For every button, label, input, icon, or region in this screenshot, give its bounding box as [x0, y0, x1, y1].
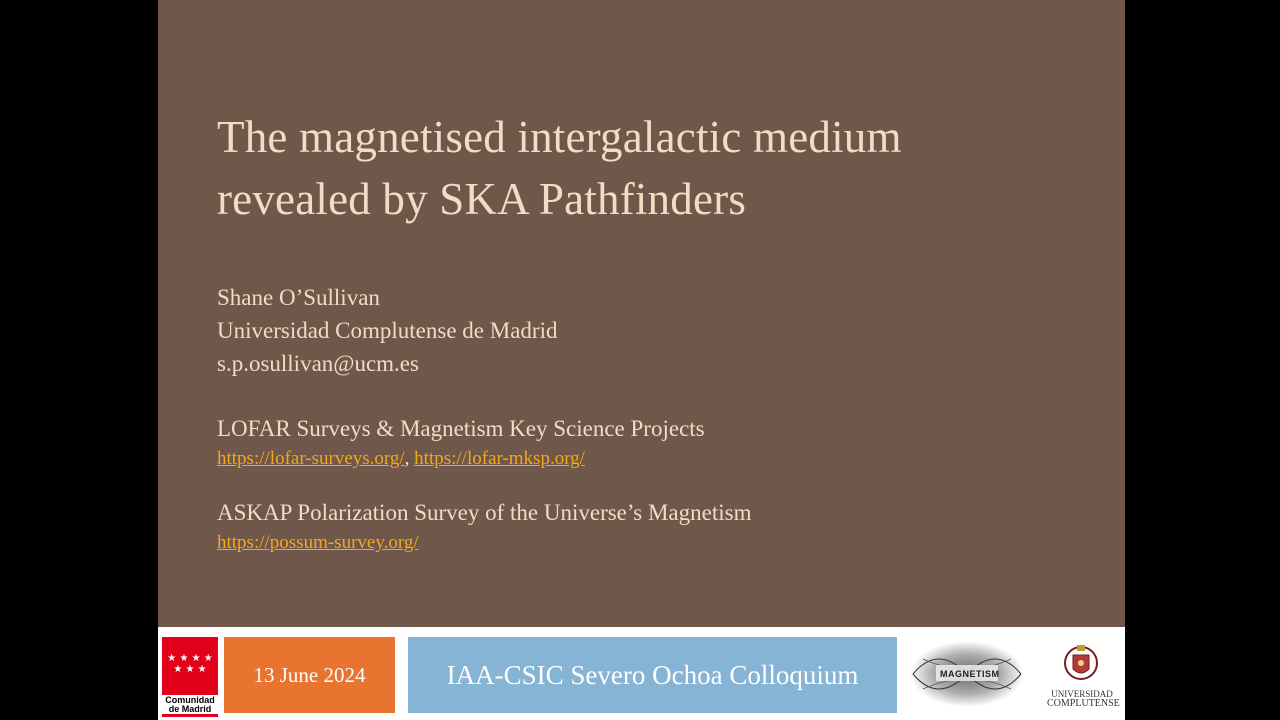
- possum-survey-link[interactable]: https://possum-survey.org/: [217, 532, 419, 553]
- lofar-links: [217, 448, 585, 470]
- lofar-heading: LOFAR Surveys & Magnetism Key Science Projects: [217, 416, 705, 441]
- ucm-logo-line-1: UNIVERSIDAD: [1051, 689, 1113, 699]
- title-line-1: The magnetised intergalactic medium: [217, 112, 902, 162]
- presentation-slide: [158, 0, 1125, 720]
- date-box: 13 June 2024: [224, 637, 395, 713]
- madrid-logo-line-1: Comunidad: [165, 695, 215, 705]
- lofar-mksp-link[interactable]: https://lofar-mksp.org/: [414, 448, 585, 469]
- ucm-logo-text: [1047, 689, 1120, 709]
- title-line-2: revealed by SKA Pathfinders: [217, 174, 747, 224]
- slide-footer: [158, 627, 1125, 720]
- askap-links: [217, 532, 419, 554]
- stars-icon: ★ ★ ★ ★ ★ ★ ★: [167, 653, 213, 675]
- madrid-logo-text: [162, 695, 218, 714]
- author-name: Shane O’Sullivan: [217, 285, 380, 310]
- link-separator: ,: [404, 448, 410, 469]
- author-affiliation: Universidad Complutense de Madrid: [217, 318, 558, 343]
- askap-heading: ASKAP Polarization Survey of the Universe’s Magnetism: [217, 500, 752, 525]
- slide-title: [217, 106, 1097, 230]
- madrid-logo-line-2: de Madrid: [168, 704, 212, 714]
- magnetism-logo-text: MAGNETISM: [940, 669, 1000, 679]
- ucm-logo-line-2: COMPLUTENSE: [1047, 698, 1120, 709]
- colloquium-box: IAA-CSIC Severo Ochoa Colloquium: [408, 637, 897, 713]
- author-email: s.p.osullivan@ucm.es: [217, 351, 419, 376]
- lofar-surveys-link[interactable]: https://lofar-surveys.org/: [217, 448, 405, 469]
